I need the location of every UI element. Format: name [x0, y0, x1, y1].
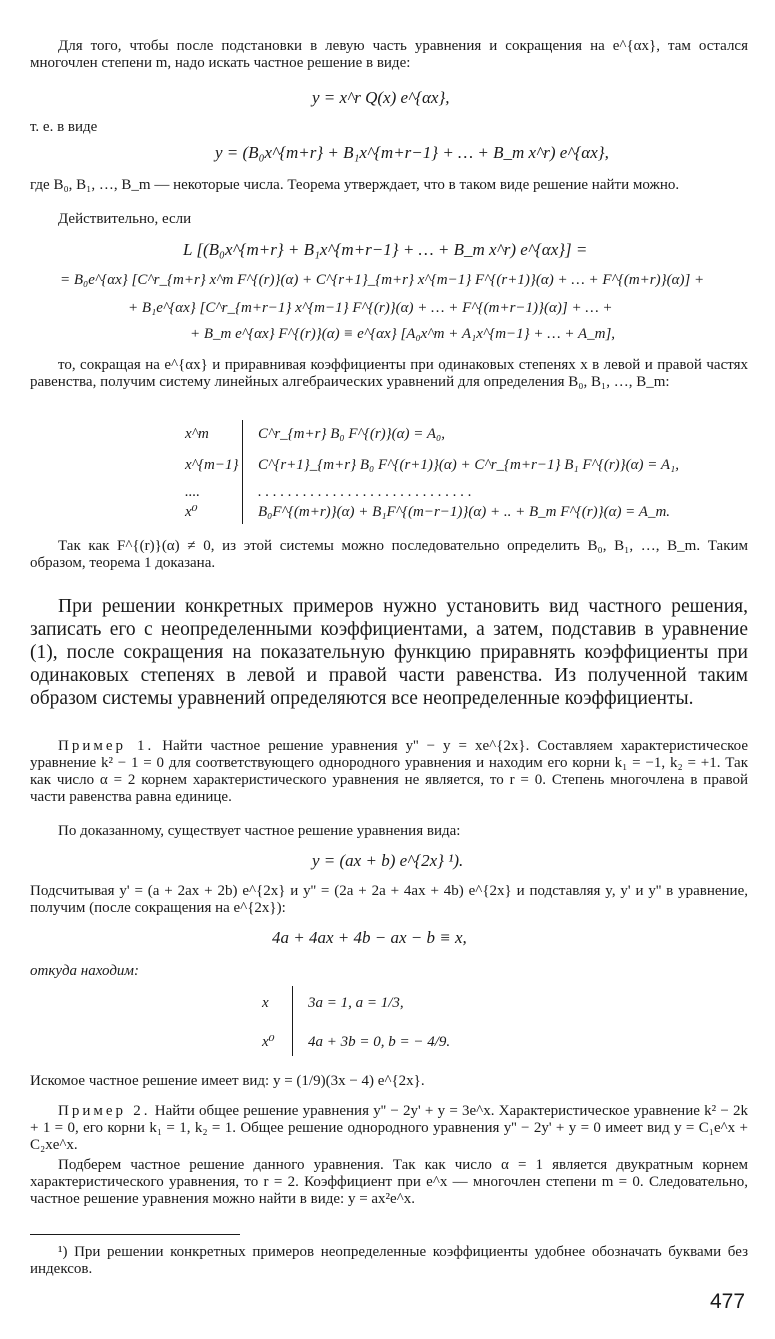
example-2-text: Найти общее решение уравнения y'' − 2y' + y = 3e^x. Характеристическое уравнение k² − 2k + 1 = 0, его корни k₁ = 1, k₂ = 1. Общее решение однородного уравнения y'' − 2y' + y = 0 имеет вид y = C₁e^x + C₂xe^x.	[30, 1103, 749, 1153]
system-1-left-4: x⁰	[185, 504, 198, 520]
formula-xr-q: y = x^r Q(x) e^{αx},	[312, 88, 450, 107]
system-2-left-1: x	[262, 995, 269, 1011]
system-1-left-3: ....	[185, 484, 200, 500]
formula-identity: 4a + 4ax + 4b − ax − b ≡ x,	[272, 928, 467, 947]
system-2-right-1: 3a = 1, a = 1/3,	[308, 995, 404, 1011]
footnote: ¹) При решении конкретных примеров неопределенные коэффициенты удобнее обозначать буквами без индексов.	[30, 1244, 748, 1277]
paragraph-select: Подберем частное решение данного уравнения. Так как число α = 1 является двукратным корнем характеристического уравнения, то r = 2. Коэффициент при e^x — многочлен степени m = 0. Следовательно, частное решение уравнения можно найти в виде: y = ax²e^x.	[30, 1157, 748, 1207]
formula-operator-line-2: = B₀e^{αx} [C^r_{m+r} x^m F^{(r)}(α) + C^{r+1}_{m+r} x^{m−1} F^{(r+1)}(α) + … + F^{(m+r)}(α)] +	[60, 272, 705, 288]
formula-operator-line-1: L [(B₀x^{m+r} + B₁x^{m+r−1} + … + B_m x^r) e^{αx}] =	[183, 240, 588, 259]
system-bar	[242, 420, 243, 524]
formula-operator-line-4: + B_m e^{αx} F^{(r)}(α) ≡ e^{αx} [A₀x^m + A₁x^{m−1} + … + A_m],	[190, 326, 616, 342]
paragraph-derivatives: Подсчитывая y' = (a + 2ax + 2b) e^{2x} и y'' = (2a + 2a + 4ax + 4b) e^{2x} и подставляя y, y' и y'' в уравнение, получим (после сокращения на e^{2x}):	[30, 883, 748, 916]
paragraph-indeed: Действительно, если	[58, 211, 192, 227]
paragraph-answer: Искомое частное решение имеет вид: y = (1/9)(3x − 4) e^{2x}.	[30, 1073, 425, 1089]
paragraph-reduce: то, сокращая на e^{αx} и приравнивая коэффициенты при одинаковых степенях x в левой и правой частях равенства, получим систему линейных алгебраических уравнений для определения B₀, B₁, …, B_m:	[30, 357, 748, 390]
example-2	[30, 1103, 748, 1154]
example-1-label: Пример 1.	[58, 738, 155, 754]
example-2-label: Пример 2.	[58, 1103, 151, 1119]
formula-particular-form: y = (ax + b) e^{2x} ¹).	[312, 851, 464, 870]
paragraph-whence: откуда находим:	[30, 963, 139, 979]
paragraph-method: При решении конкретных примеров нужно установить вид частного решения, записать его с неопределенными коэффициентами, а затем, подставив в уравнение (1), после сокращения на показательную функцию приравнять коэффициенты при одинаковых степенях в левой и правой части равенства. Из полученной таким образом системы уравнений определяются все неопределенные коэффициенты.	[30, 596, 748, 709]
system-1-right-2: C^{r+1}_{m+r} B₀ F^{(r+1)}(α) + C^r_{m+r−1} B₁ F^{(r)}(α) = A₁,	[258, 457, 679, 473]
system-2-right-2: 4a + 3b = 0, b = − 4/9.	[308, 1034, 451, 1050]
example-1	[30, 738, 748, 806]
system-1-right-4: B₀F^{(m+r)}(α) + B₁F^{(m−r−1)}(α) + .. + B_m F^{(r)}(α) = A_m.	[258, 504, 671, 520]
system-2-left-2: x⁰	[262, 1034, 275, 1050]
system-1-left-1: x^m	[185, 426, 209, 442]
example-1-text: Найти частное решение уравнения y'' − y = xe^{2x}. Составляем характеристическое уравнение k² − 1 = 0 для соответствующего однородного уравнения и находим его корни k₁ = −1, k₂ = +1. Так как число α = 2 корнем характеристического уравнения не является, то r = 0. Степень многочлена в правой части равенства равна единице.	[30, 738, 749, 805]
system-1-right-3: . . . . . . . . . . . . . . . . . . . . . . . . . . . . .	[258, 484, 472, 500]
footnote-rule	[30, 1234, 240, 1235]
system-1-left-2: x^{m−1}	[185, 457, 239, 473]
paragraph-intro: Для того, чтобы после подстановки в левую часть уравнения и сокращения на e^{αx}, там остался многочлен степени m, надо искать частное решение в виде:	[30, 38, 748, 71]
formula-operator-line-3: + B₁e^{αx} [C^r_{m+r−1} x^{m−1} F^{(r)}(α) + … + F^{(m+r−1)}(α)] + … +	[128, 300, 613, 316]
paragraph-i-e: т. е. в виде	[30, 119, 98, 135]
paragraph-theorem: где B₀, B₁, …, B_m — некоторые числа. Теорема утверждает, что в таком виде решение найти можно.	[30, 177, 680, 193]
paragraph-since: Так как F^{(r)}(α) ≠ 0, из этой системы можно последовательно определить B₀, B₁, …, B_m. Таким образом, теорема 1 доказана.	[30, 538, 748, 571]
paragraph-by-proof: По доказанному, существует частное решение уравнения вида:	[58, 823, 461, 839]
system-1-right-1: C^r_{m+r} B₀ F^{(r)}(α) = A₀,	[258, 426, 445, 442]
page-number: 477	[710, 1290, 746, 1313]
formula-polynomial-form: y = (B₀x^{m+r} + B₁x^{m+r−1} + … + B_m x^r) e^{αx},	[215, 143, 609, 162]
system-2-bar	[292, 986, 293, 1056]
